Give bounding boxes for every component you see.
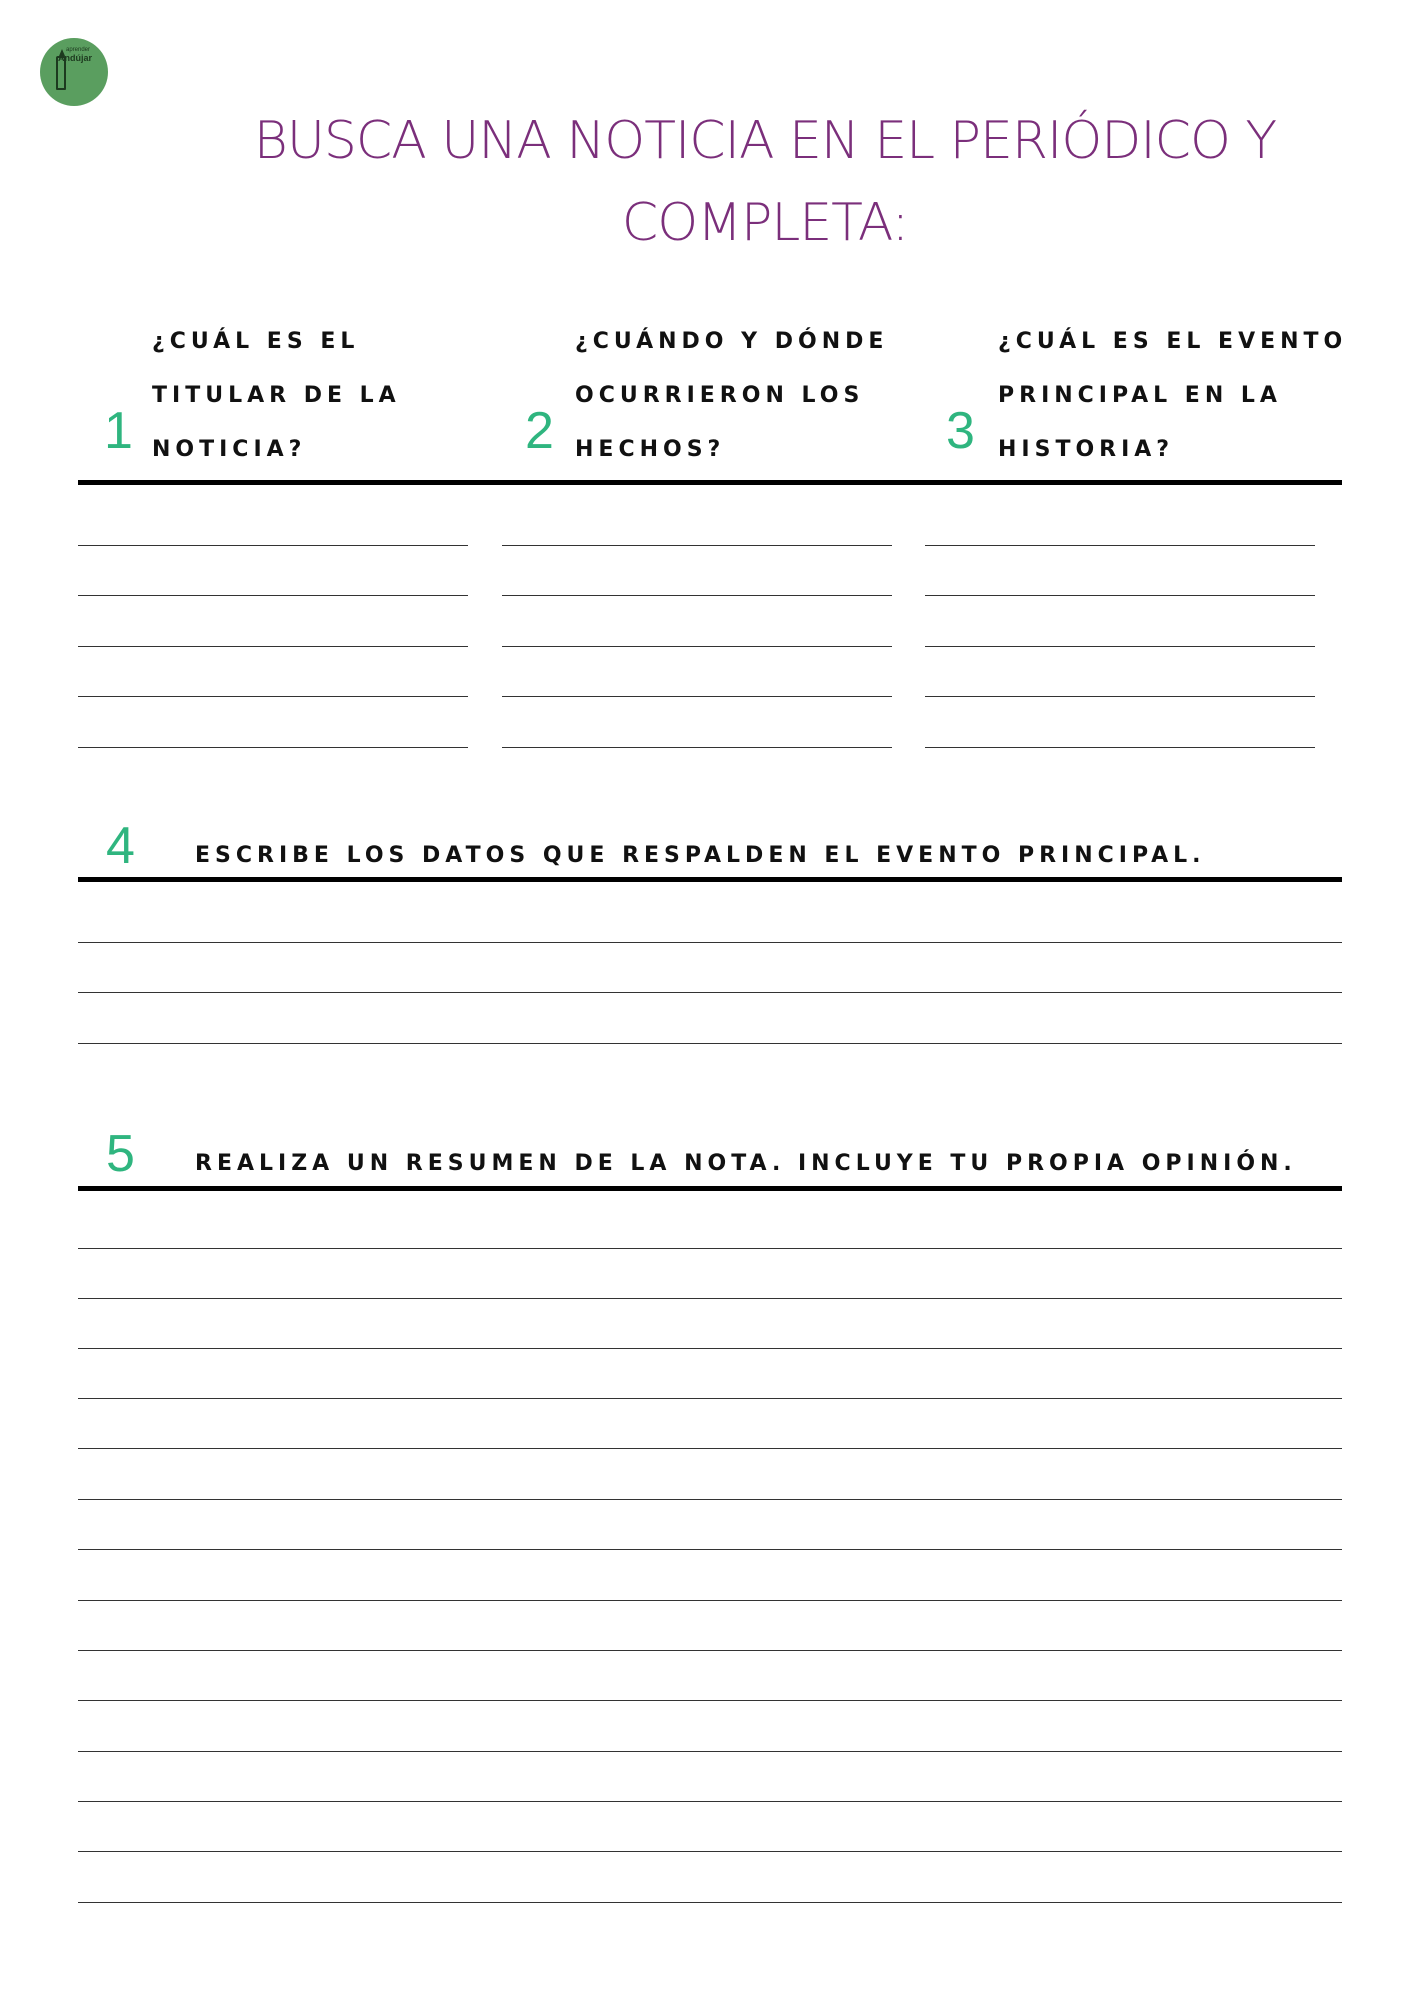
section-4-number: 4 [106,817,135,875]
answer-line[interactable] [925,545,1315,546]
question-3-line-2: PRINCIPAL EN LA [998,383,1282,408]
answer-line[interactable] [78,1398,1342,1399]
answer-line[interactable] [78,595,468,596]
question-2-line-1: ¿CUÁNDO Y DÓNDE [575,329,889,354]
answer-line[interactable] [78,1751,1342,1752]
answer-line[interactable] [925,696,1315,697]
question-1-line-2: TITULAR DE LA [152,383,401,408]
answer-line[interactable] [925,747,1315,748]
answer-line[interactable] [78,1448,1342,1449]
question-3-text [998,315,1347,477]
answer-line[interactable] [78,1700,1342,1701]
section-4-text: ESCRIBE LOS DATOS QUE RESPALDEN EL EVENTO PRINCIPAL. [195,843,1206,868]
answer-line[interactable] [78,646,468,647]
answer-line[interactable] [78,1851,1342,1852]
question-2-line-3: HECHOS? [575,437,726,462]
question-1-text [152,315,401,477]
question-2-number: 2 [525,402,554,460]
answer-line[interactable] [78,1499,1342,1500]
answer-line[interactable] [925,646,1315,647]
section-5-text: REALIZA UN RESUMEN DE LA NOTA. INCLUYE TU PROPIA OPINIÓN. [195,1151,1297,1176]
question-2-line-2: OCURRIERON LOS [575,383,865,408]
question-3-line-1: ¿CUÁL ES EL EVENTO [998,329,1348,354]
answer-line[interactable] [78,1348,1342,1349]
answer-line[interactable] [78,696,468,697]
logo-small-text: aprender [66,47,91,53]
question-1-number: 1 [104,402,133,460]
questions-divider [78,480,1342,485]
answer-line[interactable] [78,1549,1342,1550]
answer-line[interactable] [925,595,1315,596]
answer-line[interactable] [78,1248,1342,1249]
pencil-icon [56,56,66,90]
answer-line[interactable] [502,646,892,647]
answer-line[interactable] [78,545,468,546]
logo-text: Andújar [58,53,93,63]
answer-line[interactable] [78,1298,1342,1299]
answer-line[interactable] [78,1043,1342,1044]
answer-line[interactable] [78,1801,1342,1802]
answer-line[interactable] [78,1902,1342,1903]
answer-line[interactable] [502,747,892,748]
answer-line[interactable] [502,595,892,596]
answer-line[interactable] [78,1650,1342,1651]
title-line-2: COMPLETA: [621,193,909,253]
section-5-divider [78,1186,1342,1191]
answer-line[interactable] [78,1600,1342,1601]
section-5-number: 5 [106,1125,135,1183]
question-3-line-3: HISTORIA? [998,437,1175,462]
answer-line[interactable] [78,992,1342,993]
question-1-line-1: ¿CUÁL ES EL [152,329,360,354]
answer-line[interactable] [502,696,892,697]
answer-line[interactable] [502,545,892,546]
question-2-text [575,315,888,477]
logo [40,38,108,106]
section-4-divider [78,877,1342,882]
question-3-number: 3 [946,402,975,460]
page-title [230,100,1300,264]
answer-line[interactable] [78,747,468,748]
question-1-line-3: NOTICIA? [152,437,307,462]
title-line-1: BUSCA UNA NOTICIA EN EL PERIÓDICO Y [253,111,1277,171]
answer-line[interactable] [78,942,1342,943]
